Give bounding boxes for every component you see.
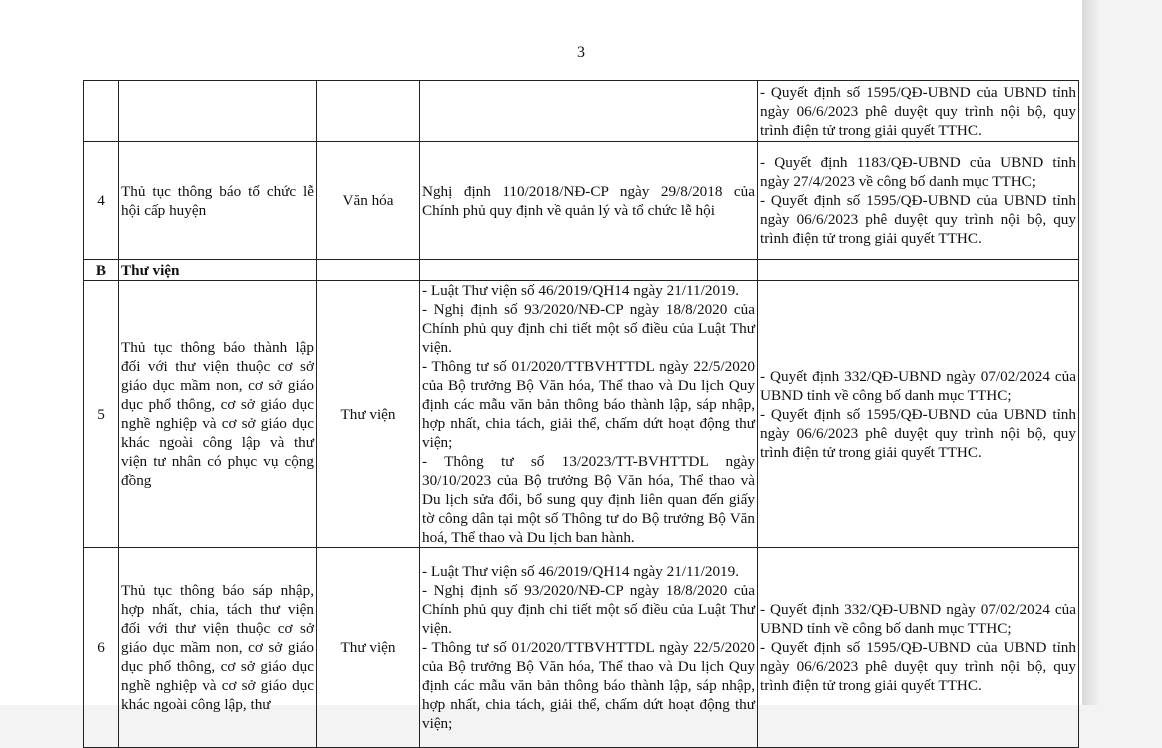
decision-item: - Quyết định 332/QĐ-UBND ngày 07/02/2024 của UBND tỉnh về công bố danh mục TTHC;	[760, 601, 1076, 637]
empty-cell	[317, 260, 420, 281]
empty-cell	[758, 260, 1079, 281]
legal-basis-item: - Nghị định số 93/2020/NĐ-CP ngày 18/8/2020 của Chính phủ quy định chi tiết một số điều của Luật Thư viện.	[422, 301, 755, 356]
page-number: 3	[577, 44, 585, 61]
legal-basis	[420, 81, 758, 142]
section-row	[84, 260, 1079, 281]
decision-cell	[758, 281, 1079, 548]
procedure-name	[119, 81, 317, 142]
decision-item: - Quyết định số 1595/QĐ-UBND của UBND tỉnh ngày 06/6/2023 phê duyệt quy trình nội bộ, quy trình điện tử trong giải quyết TTHC.	[760, 405, 1076, 461]
empty-cell	[420, 260, 758, 281]
legal-basis-item: - Thông tư số 13/2023/TT-BVHTTDL ngày 30/10/2023 của Bộ trưởng Bộ Văn hóa, Thể thao và Du lịch sửa đổi, bổ sung quy định liên quan đến giấy tờ công dân tại một số Thông tư do Bộ trưởng Bộ Văn hoá, Thể thao và Du lịch ban hành.	[422, 453, 755, 546]
legal-basis-item: - Thông tư số 01/2020/TTBVHTTDL ngày 22/5/2020 của Bộ trưởng Bộ Văn hóa, Thể thao và Du lịch Quy định các mẫu văn bản thông báo thành lập, sáp nhập, hợp nhất, chia tách, giải thể, chấm dứt hoạt động thư viện;	[422, 639, 755, 732]
procedure-field: Thư viện	[317, 548, 420, 748]
table-row	[84, 142, 1079, 260]
procedure-name: Thủ tục thông báo sáp nhập, hợp nhất, chia, tách thư viện đối với thư viện thuộc cơ sở giáo dục mầm non, cơ sở giáo dục phổ thông, cơ sở giáo dục nghề nghiệp và cơ sở giáo dục khác ngoài công lập, thư	[119, 548, 317, 748]
procedure-field	[317, 81, 420, 142]
decision-cell	[758, 548, 1079, 748]
legal-basis-item: Nghị định 110/2018/NĐ-CP ngày 29/8/2018 của Chính phủ quy định về quản lý và tổ chức lễ hội	[422, 182, 755, 219]
row-number: 5	[84, 281, 119, 548]
decision-item: - Quyết định số 1595/QĐ-UBND của UBND tỉnh ngày 06/6/2023 phê duyệt quy trình nội bộ, quy trình điện tử trong giải quyết TTHC.	[760, 192, 1076, 247]
procedure-field: Văn hóa	[317, 142, 420, 260]
legal-basis-item: - Luật Thư viện số 46/2019/QH14 ngày 21/11/2019.	[422, 563, 740, 580]
legal-basis	[420, 142, 758, 260]
decision-item: - Quyết định số 1595/QĐ-UBND của UBND tỉnh ngày 06/6/2023 phê duyệt quy trình nội bộ, quy trình điện tử trong giải quyết TTHC.	[760, 639, 1076, 694]
decision-cell	[758, 81, 1079, 142]
legal-basis-item: - Nghị định số 93/2020/NĐ-CP ngày 18/8/2020 của Chính phủ quy định chi tiết một số điều của Luật Thư viện.	[422, 582, 755, 637]
decision-item: - Quyết định số 1595/QĐ-UBND của UBND tỉnh ngày 06/6/2023 phê duyệt quy trình nội bộ, quy trình điện tử trong giải quyết TTHC.	[760, 83, 1076, 139]
row-number	[84, 81, 119, 142]
procedure-field: Thư viện	[317, 281, 420, 548]
legal-basis	[420, 548, 758, 748]
procedure-name: Thủ tục thông báo thành lập đối với thư viện thuộc cơ sở giáo dục mầm non, cơ sở giáo dục phổ thông, cơ sở giáo dục nghề nghiệp và cơ sở giáo dục khác ngoài công lập và thư viện tư nhân có phục vụ cộng đồng	[119, 281, 317, 548]
row-number: 4	[84, 142, 119, 260]
procedure-table	[83, 80, 1079, 748]
legal-basis-item: - Luật Thư viện số 46/2019/QH14 ngày 21/11/2019.	[422, 282, 740, 299]
decision-item: - Quyết định 1183/QĐ-UBND của UBND tỉnh ngày 27/4/2023 về công bố danh mục TTHC;	[760, 154, 1076, 190]
section-title: Thư viện	[119, 260, 317, 281]
decision-cell	[758, 142, 1079, 260]
decision-item: - Quyết định 332/QĐ-UBND ngày 07/02/2024 của UBND tỉnh về công bố danh mục TTHC;	[760, 367, 1076, 404]
legal-basis	[420, 281, 758, 548]
procedure-name: Thủ tục thông báo tổ chức lễ hội cấp huyện	[119, 142, 317, 260]
page-edge-shadow	[1082, 0, 1100, 705]
table-row	[84, 281, 1079, 548]
row-number: 6	[84, 548, 119, 748]
table-row	[84, 548, 1079, 748]
section-letter: B	[84, 260, 119, 281]
legal-basis-item: - Thông tư số 01/2020/TTBVHTTDL ngày 22/5/2020 của Bộ trưởng Bộ Văn hóa, Thể thao và Du lịch Quy định các mẫu văn bản thông báo thành lập, sáp nhập, hợp nhất, chia tách, giải thể, chấm dứt hoạt động thư viện;	[422, 358, 755, 451]
table-row	[84, 81, 1079, 142]
